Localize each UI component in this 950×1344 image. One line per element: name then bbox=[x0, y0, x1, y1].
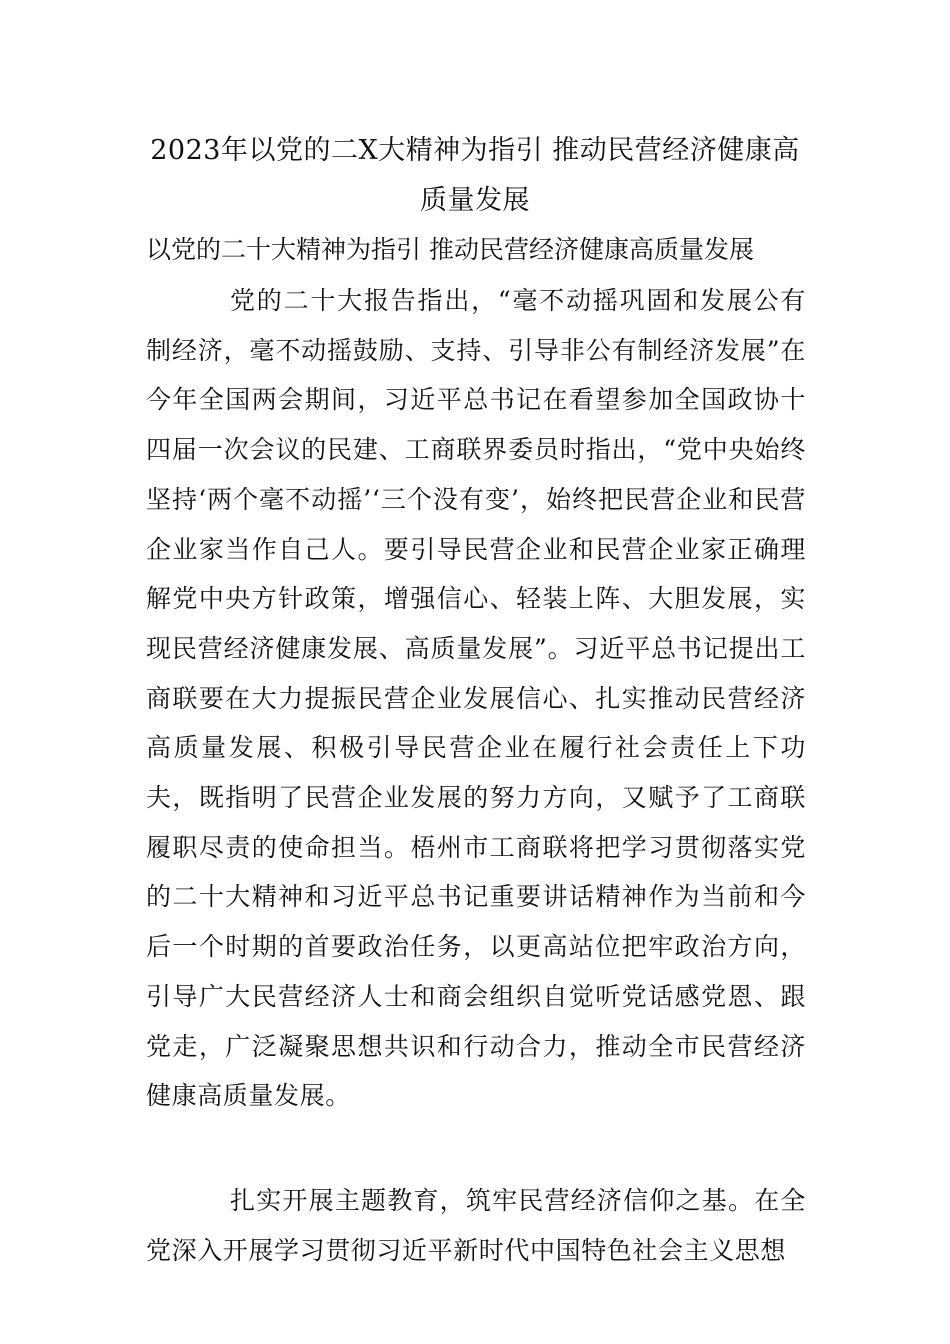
document-subtitle: 以党的二十大精神为指引 推动民营经济健康高质量发展 bbox=[146, 235, 754, 264]
body-paragraph-2: 扎实开展主题教育，筑牢民营经济信仰之基。在全党深入开展学习贯彻习近平新时代中国特色社会主义思想 bbox=[146, 1186, 806, 1265]
document-title: 2023年以党的二X大精神为指引 推动民营经济健康高质量发展 bbox=[150, 135, 800, 216]
body-paragraph-1: 党的二十大报告指出，“毫不动摇巩固和发展公有制经济，毫不动摇鼓励、支持、引导非公有制经济发展”在今年全国两会期间，习近平总书记在看望参加全国政协十四届一次会议的民建、工商联界委员时指出，“党中央始终坚持‘两个毫不动摇’‘三个没有变’，始终把民营企业和民营企业家当作自己人。要引导民营企业和民营企业家正确理解党中央方针政策，增强信心、轻装上阵、大胆发展，实现民营经济健康发展、高质量发展”。习近平总书记提出工商联要在大力提振民营企业发展信心、扎实推动民营经济高质量发展、积极引导民营企业在履行社会责任上下功夫，既指明了民营企业发展的努力方向，又赋予了工商联履职尽责的使命担当。梧州市工商联将把学习贯彻落实党的二十大精神和习近平总书记重要讲话精神作为当前和今后一个时期的首要政治任务，以更高站位把牢政治方向，引导广大民营经济人士和商会组织自觉听党话感党恩、跟党走，广泛凝聚思想共识和行动合力，推动全市民营经济健康高质量发展。 bbox=[146, 286, 806, 1111]
